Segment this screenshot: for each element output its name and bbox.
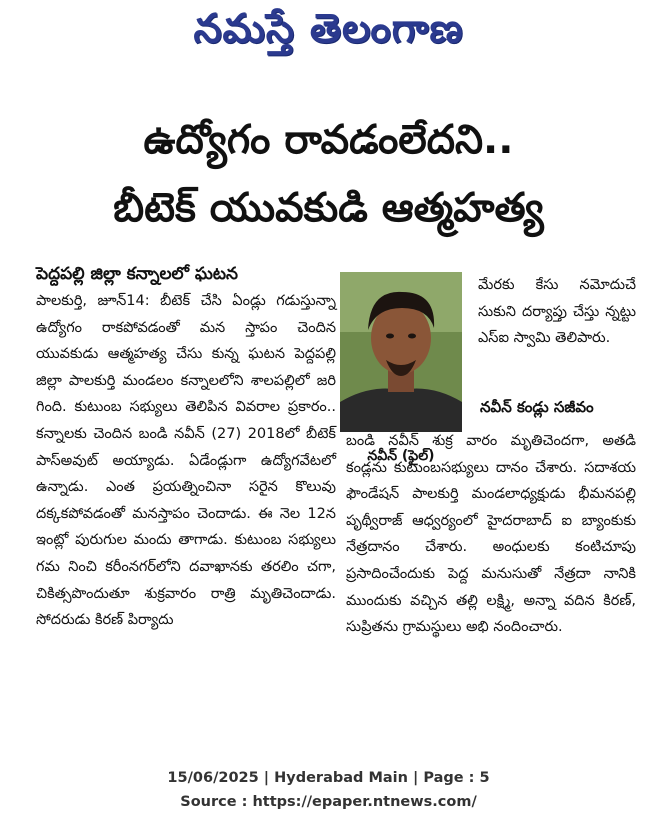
footer-source: Source : https://epaper.ntnews.com/ <box>180 794 477 810</box>
right-subheading: నవీన్ కండ్లు సజీవం <box>480 398 594 416</box>
article-subheading: పెద్దపల్లి జిల్లా కన్నాలలో ఘటన <box>36 264 238 284</box>
article-right-bottom-column <box>346 428 636 641</box>
photo-caption: నవీన్ (ఫైల్) <box>367 448 435 464</box>
right-bottom-text: బండి నవీన్ శుక్ర వారం మృతిచెందగా, అతడి కండ్లను కుటుంబసభ్యులు దానం చేశారు. సదాశయ ఫౌండేషన్ పాలకుర్తి మండలాధ్యక్షుడు భీమనపల్లి పృథ్వీరాజ్ ఆధ్వర్యంలో హైదరాబాద్ ఐ బ్యాంకుకు నేత్రదానం చేశారు. అంధులకు కంటిచూపు ప్రసాదించేందుకు పెద్ద మనుసుతో నేత్రదా నానికి ముందుకు వచ్చిన తల్లి లక్ష్మి, అన్నా వదిన కిరణ్, సుప్రితను గ్రామస్థులు అభి నందించారు. <box>346 433 636 636</box>
person-photo-illustration <box>340 272 462 432</box>
footer-edition-info: 15/06/2025 | Hyderabad Main | Page : 5 <box>167 770 490 786</box>
headline-line-2: బీటెక్ యువకుడి ఆత్మహత్య <box>113 185 544 231</box>
headline-line-1: ఉద్యోగం రావడంలేదని.. <box>143 117 514 163</box>
right-top-text: మేరకు కేసు నమోదుచే సుకుని దర్యాప్తు చేస్తు న్నట్టు ఎస్ఐ స్వామి తెలిపారు. <box>478 277 636 347</box>
left-column-text: పాలకుర్తి, జూన్14: బీటెక్ చేసి ఏండ్లు గడుస్తున్నా ఉద్యోగం రాకపోవడంతో మన స్తాపం చెందిన యువకుడు ఆత్మహత్య చేసు కున్న ఘటన పెద్దపల్లి జిల్లా పాలకుర్తి మండలం కన్నాలలోని శాలపల్లిలో జరి గింది. కుటుంబ సభ్యులు తెలిపిన వివరాల ప్రకారం.. కన్నాలకు చెందిన బండి నవీన్ (27) 2018లో బీటెక్ పాస్‌అవుట్ అయ్యాడు. ఏడేండ్లుగా ఉద్యోగవేటలో ఉన్నాడు. ఎంత ప్రయత్నించినా సరైన కొలువు దక్కకపోవడంతో మనస్తాపం చెందాడు. ఈ నెల 12న ఇంట్లో పురుగుల మందు తాగాడు. కుటుంబ సభ్యులు గమ నించి కరీంనగర్‌లోని దవాఖానకు తరలిం చగా, చికిత్సపొందుతూ శుక్రవారం రాత్రి మృతిచెందాడు. సోదరుడు కిరణ్ పిర్యాదు <box>36 293 336 629</box>
newspaper-masthead: నమస్తే తెలంగాణ <box>193 6 464 52</box>
person-photo <box>340 272 462 432</box>
article-left-column <box>36 288 336 634</box>
article-right-top-column <box>478 272 636 352</box>
